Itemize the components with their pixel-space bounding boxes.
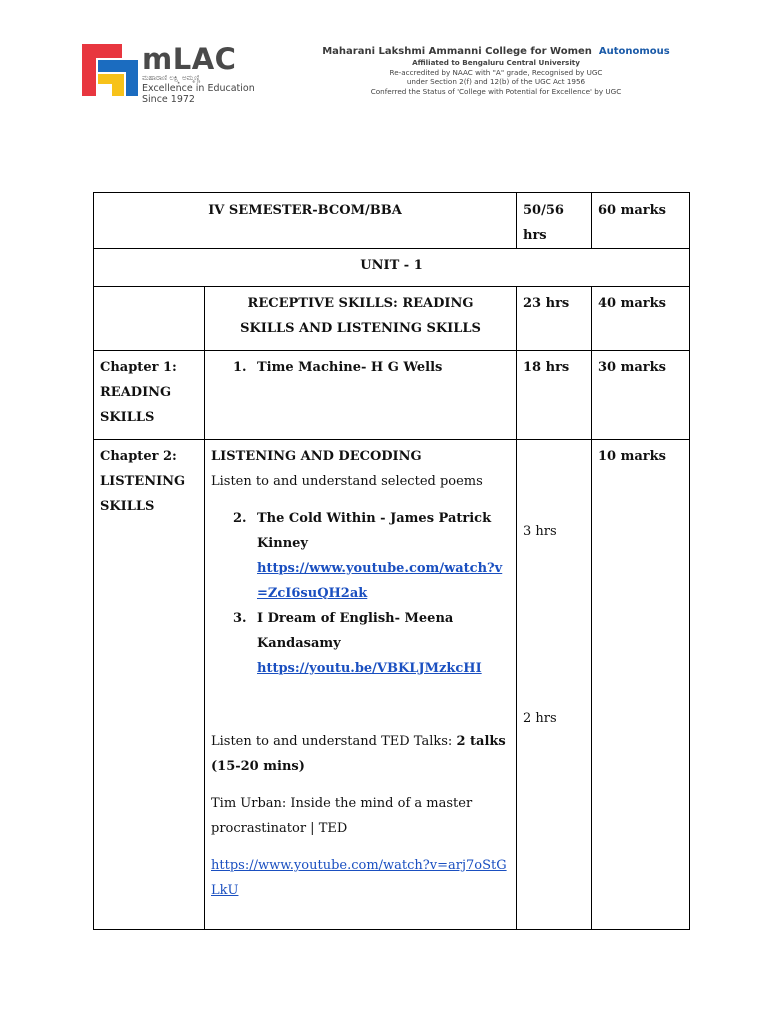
table-row [94, 249, 690, 287]
list-item: 2. The Cold Within - James Patrick Kinney https://www.youtube.com/watch?v=ZcI6suQH2ak [233, 511, 503, 601]
syllabus-table [93, 192, 690, 930]
college-name: Maharani Lakshmi Ammanni College for Women Autonomous [322, 46, 670, 57]
brand-kannada-text: ಮಹಾರಾಣಿ ಲಕ್ಷ್ಮಿ ಅಮ್ಮಣ್ಣಿ [142, 74, 201, 82]
table-row [94, 440, 690, 930]
chapter-1-hours: 18 hrs [517, 351, 592, 440]
section-heading: LISTENING AND DECODING [211, 449, 422, 464]
college-accreditation: Re-accredited by NAAC with "A" grade, Recognised by UGC [389, 67, 603, 77]
list-item: 1. Time Machine- H G Wells [233, 360, 443, 375]
document-header [0, 0, 768, 110]
college-info [316, 45, 676, 96]
semester-marks: 60 marks [592, 193, 690, 249]
brand-since: Since 1972 [142, 94, 195, 105]
ted-talk-title: Tim Urban: Inside the mind of a master procrastinator | TED [211, 796, 473, 836]
cold-within-link[interactable]: https://www.youtube.com/watch?v=ZcI6suQH2ak [257, 561, 503, 601]
chapter-2-content [205, 440, 517, 930]
semester-hours: 50/56 hrs [517, 193, 592, 249]
list-item: 3. I Dream of English- Meena Kandasamy https://youtu.be/VBKLJMzkcHI [233, 611, 482, 676]
table-row [94, 351, 690, 440]
table-row [94, 287, 690, 351]
empty-cell [94, 287, 205, 351]
college-ugc-section: under Section 2(f) and 12(b) of the UGC Act 1956 [406, 77, 586, 86]
unit-heading: UNIT - 1 [94, 249, 690, 287]
ted-talk-link[interactable]: https://www.youtube.com/watch?v=arj7oStGLkU [211, 858, 507, 898]
semester-title: IV SEMESTER-BCOM/BBA [94, 193, 517, 249]
chapter-2-label: Chapter 2: LISTENING SKILLS [94, 440, 205, 930]
poems-hours: 3 hrs [523, 524, 557, 539]
poems-intro: Listen to and understand selected poems [211, 474, 483, 489]
table-row [94, 193, 690, 249]
dream-of-english-link[interactable]: https://youtu.be/VBKLJMzkcHI [257, 661, 482, 676]
ted-instructions: Listen to and understand TED Talks: 2 talks (15-20 mins) [211, 734, 506, 774]
chapter-1-content [205, 351, 517, 440]
brand-block [142, 44, 255, 105]
brand-tagline: Excellence in Education [142, 83, 255, 94]
chapter-1-marks: 30 marks [592, 351, 690, 440]
chapter-2-hours [517, 440, 592, 930]
college-status-line: Conferred the Status of 'College with Potential for Excellence' by UGC [370, 86, 622, 96]
chapter-2-marks: 10 marks [592, 440, 690, 930]
mlac-logo-icon [82, 44, 138, 96]
college-affiliation: Affiliated to Bengaluru Central University [412, 58, 580, 67]
unit-title: RECEPTIVE SKILLS: READING SKILLS AND LISTENING SKILLS [205, 287, 517, 351]
chapter-1-label: Chapter 1: READING SKILLS [94, 351, 205, 440]
college-status: Autonomous [598, 46, 670, 57]
unit-marks: 40 marks [592, 287, 690, 351]
brand-name: mLAC [142, 42, 237, 76]
unit-hours: 23 hrs [517, 287, 592, 351]
ted-hours: 2 hrs [523, 711, 557, 726]
